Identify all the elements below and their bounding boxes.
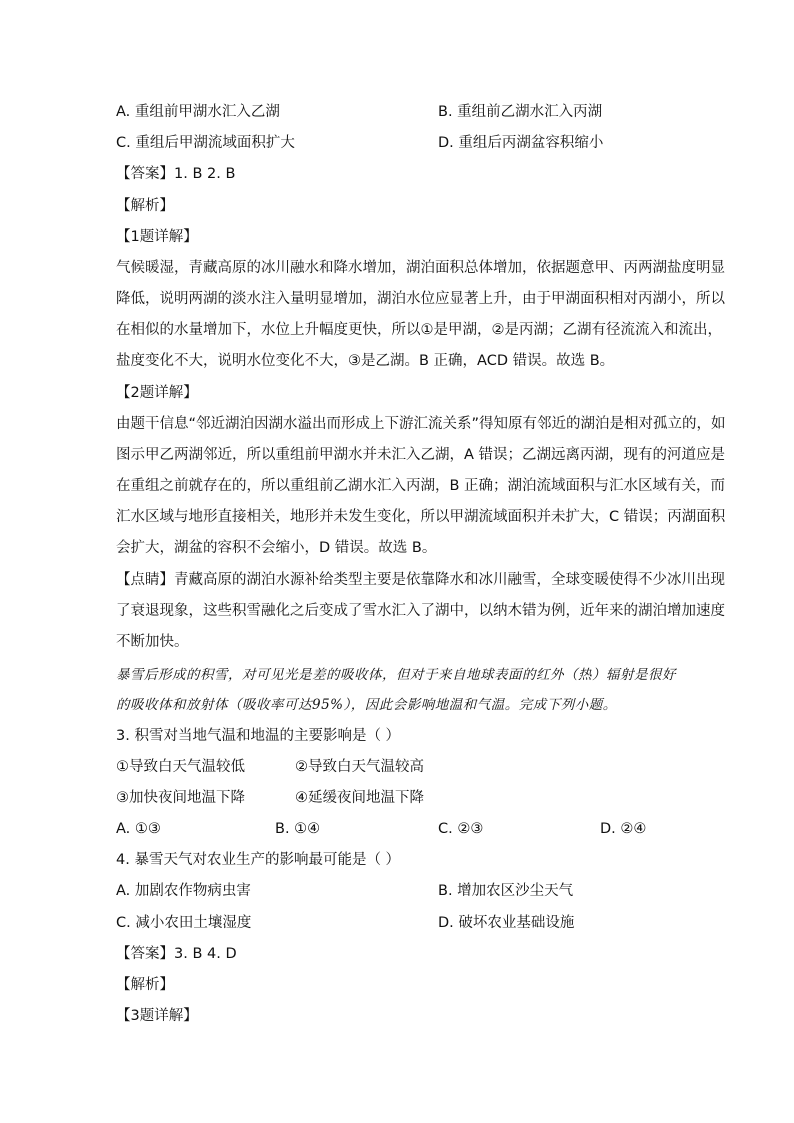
passage-line: 的吸收体和放射体（吸收率可达95%），因此会影响地温和气温。完成下列小题。 (116, 697, 617, 713)
highlight-line: 【点睛】青藏高原的湖泊水源补给类型主要是依靠降水和冰川融雪，全球变暖使得不少冰川出现 (116, 572, 725, 588)
q3-option-d: D. ②④ (600, 821, 647, 837)
detail-heading: 【2题详解】 (116, 385, 198, 401)
paragraph-line: 盐度变化不大，说明水位变化不大，③是乙湖。B 正确，ACD 错误。故选 B。 (116, 353, 615, 369)
statement-2: ②导致白天气温较高 (295, 759, 424, 775)
q4-option-a: A. 加剧农作物病虫害 (116, 883, 251, 899)
analysis-heading: 【解析】 (116, 198, 174, 214)
passage-line: 暴雪后形成的积雪，对可见光是差的吸收体，但对于来自地球表面的红外（热）辐射是很好 (116, 667, 676, 683)
question-stem: 4. 暴雪天气对农业生产的影响最可能是（ ） (116, 852, 401, 868)
statement-4: ④延缓夜间地温下降 (295, 790, 424, 806)
q3-option-a: A. ①③ (116, 821, 161, 837)
q2-option-a: A. 重组前甲湖水汇入乙湖 (116, 104, 280, 120)
q4-option-c: C. 减小农田土壤湿度 (116, 915, 252, 931)
q3-option-b: B. ①④ (275, 821, 321, 837)
highlight-line: 不断加快。 (116, 634, 189, 650)
paragraph-line: 图示甲乙两湖邻近，所以重组前甲湖水并未汇入乙湖，A 错误；乙湖远离丙湖，现有的河道应是 (116, 447, 726, 463)
q2-option-b: B. 重组前乙湖水汇入丙湖 (438, 104, 603, 120)
paragraph-line: 气候暖湿，青藏高原的冰川融水和降水增加，湖泊面积总体增加，依据题意甲、丙两湖盐度明显 (116, 260, 725, 276)
q2-option-d: D. 重组后丙湖盆容积缩小 (438, 135, 604, 151)
highlight-line: 了衰退现象，这些积雪融化之后变成了雪水汇入了湖中，以纳木错为例，近年来的湖泊增加速度 (116, 603, 725, 619)
q2-option-c: C. 重组后甲湖流域面积扩大 (116, 135, 295, 151)
detail-heading: 【3题详解】 (116, 1008, 198, 1024)
paragraph-line: 在相似的水量增加下，水位上升幅度更快，所以①是甲湖，②是丙湖；乙湖有径流流入和流出， (116, 322, 722, 338)
statement-3: ③加快夜间地温下降 (116, 790, 245, 806)
analysis-heading: 【解析】 (116, 977, 174, 993)
detail-heading: 【1题详解】 (116, 229, 198, 245)
answer-line: 【答案】3. B 4. D (116, 946, 237, 962)
paragraph-line: 在重组之前就存在的，所以重组前乙湖水汇入丙湖，B 正确；湖泊流域面积与汇水区域有关，而 (116, 478, 726, 494)
q4-option-d: D. 破坏农业基础设施 (438, 915, 575, 931)
paragraph-line: 由题干信息“邻近湖泊因湖水溢出而形成上下游汇流关系”得知原有邻近的湖泊是相对孤立的，如 (116, 416, 726, 432)
paragraph-line: 汇水区域与地形直接相关，地形并未发生变化，所以甲湖流域面积并未扩大，C 错误；丙湖面积 (116, 509, 726, 525)
q4-option-b: B. 增加农区沙尘天气 (438, 883, 574, 899)
paragraph-line: 降低，说明两湖的淡水注入量明显增加，湖泊水位应显著上升，由于甲湖面积相对丙湖小，所以 (116, 291, 725, 307)
statement-1: ①导致白天气温较低 (116, 759, 245, 775)
question-stem: 3. 积雪对当地气温和地温的主要影响是（ ） (116, 728, 401, 744)
q3-option-c: C. ②③ (438, 821, 484, 837)
answer-line: 【答案】1. B 2. B (116, 166, 236, 182)
paragraph-line: 会扩大，湖盆的容积不会缩小，D 错误。故选 B。 (116, 540, 437, 556)
